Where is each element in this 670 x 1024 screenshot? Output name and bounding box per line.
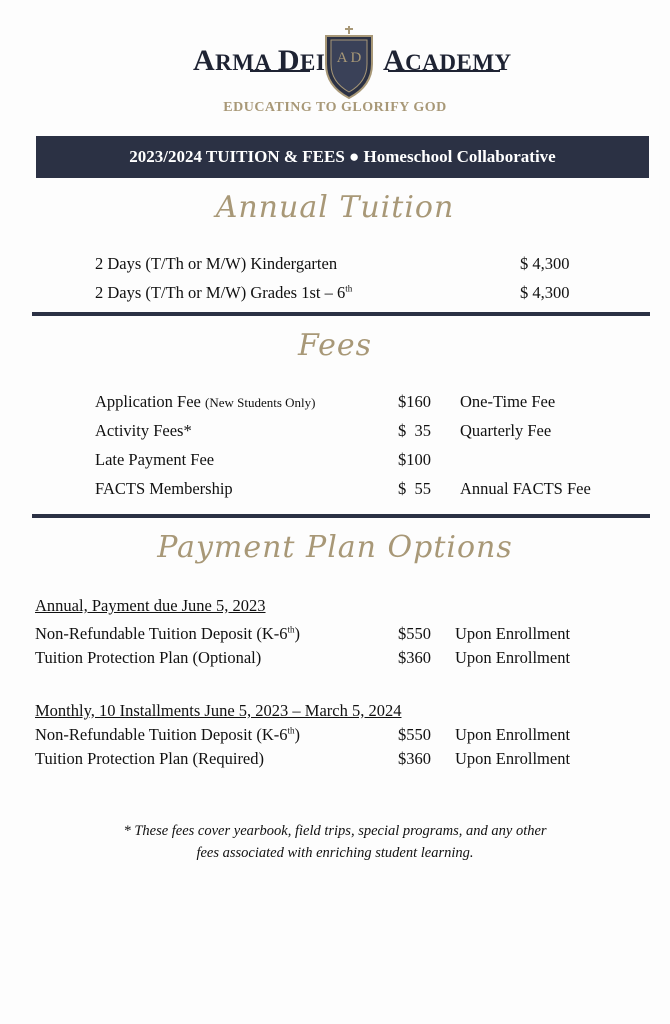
fee-label: Activity Fees*: [95, 421, 192, 440]
fee-term: Annual FACTS Fee: [460, 479, 591, 498]
footnote-line: * These fees cover yearbook, field trips, special programs, and any other: [123, 823, 547, 839]
plan-row-label: Tuition Protection Plan (Required): [35, 749, 265, 768]
annual-plan-title: Annual, Payment due June 5, 2023: [35, 596, 266, 615]
footnote-line: fees associated with enriching student learning.: [196, 845, 474, 861]
tuition-row-price: $ 4,300: [520, 254, 570, 273]
monthly-plan-title: Monthly, 10 Installments June 5, 2023 – March 5, 2024: [35, 701, 402, 720]
svg-text:A D: A D: [336, 50, 362, 66]
title-banner: [36, 136, 649, 178]
tuition-row-label: 2 Days (T/Th or M/W) Grades 1st – 6th: [95, 283, 353, 302]
fee-amount: $ 55: [398, 479, 431, 498]
plan-row-amount: $360: [398, 648, 431, 667]
plan-row-when: Upon Enrollment: [455, 648, 571, 667]
fee-amount: $100: [398, 450, 431, 469]
banner-title: 2023/2024 TUITION & FEES ● Homeschool Collaborative: [129, 147, 556, 166]
logo-word-academy: ACADEMY: [383, 44, 512, 77]
fee-label: Application Fee (New Students Only): [95, 392, 316, 411]
section-divider: [32, 312, 650, 316]
payment-plan-heading: Payment Plan Options: [157, 530, 513, 565]
fee-term: Quarterly Fee: [460, 421, 552, 440]
section-divider: [32, 514, 650, 518]
footnote: [0, 820, 670, 864]
plan-row-when: Upon Enrollment: [455, 749, 571, 768]
plan-row-label: Tuition Protection Plan (Optional): [35, 648, 262, 667]
fee-label: Late Payment Fee: [95, 450, 215, 469]
tuition-row-label: 2 Days (T/Th or M/W) Kindergarten: [95, 254, 338, 273]
logo-word-arma-dei: ARMA DEI: [193, 44, 326, 77]
tagline: EDUCATING TO GLORIFY GOD: [223, 100, 447, 115]
plan-row-when: Upon Enrollment: [455, 624, 571, 643]
fees-heading: Fees: [297, 328, 373, 363]
fee-term: One-Time Fee: [460, 392, 556, 411]
tuition-row-price: $ 4,300: [520, 283, 570, 302]
fee-amount: $160: [398, 392, 431, 411]
annual-tuition-heading: Annual Tuition: [215, 190, 455, 225]
crest-shield-icon: [320, 24, 378, 100]
plan-row-label: Non-Refundable Tuition Deposit (K-6th): [35, 624, 301, 643]
fee-amount: $ 35: [398, 421, 431, 440]
plan-row-when: Upon Enrollment: [455, 725, 571, 744]
plan-row-amount: $550: [398, 725, 431, 744]
plan-row-label: Non-Refundable Tuition Deposit (K-6th): [35, 725, 301, 744]
fee-label: FACTS Membership: [95, 479, 233, 498]
plan-row-amount: $550: [398, 624, 431, 643]
plan-row-amount: $360: [398, 749, 431, 768]
